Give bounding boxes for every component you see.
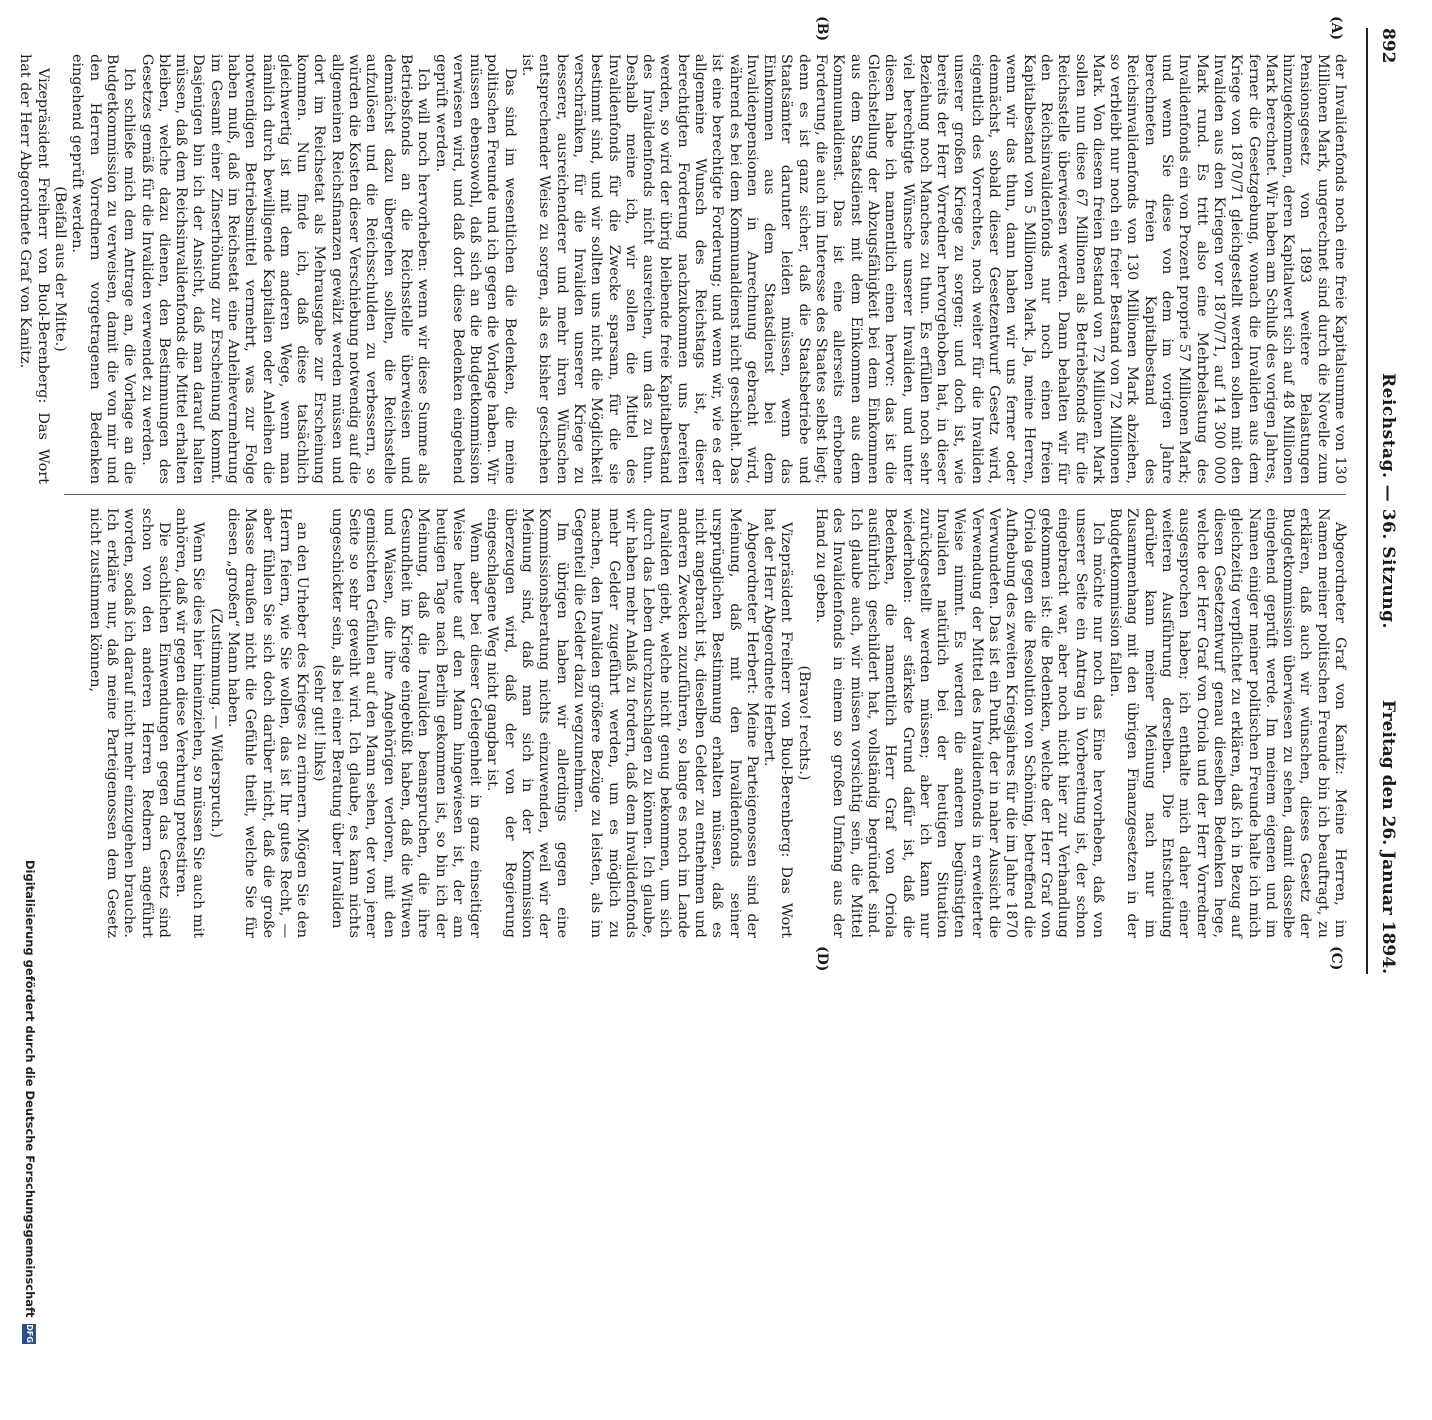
stage-direction: (Beifall aus der Mitte.) [52, 186, 69, 352]
text-column-left [17, 54, 1348, 484]
margin-mark-a: (A) [1328, 16, 1344, 41]
text-column-right [60, 508, 1348, 938]
margin-mark-b: (B) [814, 16, 830, 42]
margin-mark-d: (D) [814, 946, 830, 972]
paragraph: der Invalidenfonds noch eine freie Kapitalsumme von 130 Millionen Mark, ungerechnet sind durch die Novelle zum Pensionsgesetz von 1893 weitere Belastungen hinzugekommen, deren Kapitalwert sich auf 48 Millionen Mark berechnet. Wir haben am Schluß des vorigen Jahres, ferner die Gesetzgebung, wonach die Invaliden aus dem Kriege von 1870/71 gleichgestellt werden sollen mit den Invaliden aus den Kriegen vor 1870/71, auf 14 300 000 Mark rund. Es tritt also eine Mehrbelastung des Invalidenfonds ein von Prozent proprie 57 Millionen Mark; und wenn Sie diese von dem im vorigen Jahre berechneten freien Kapitalbestand des Reichsinvalidenfonds von 130 Millionen Mark abziehen, so verbleibt nur noch ein freier Bestand von 72 Millionen Mark. Von diesem freien Bestand von 72 Millionen Mark sollen nun diese 67 Millionen als Betriebsfonds für die Reichsstelle überwiesen werden. Dann behalten wir für den Reichsinvalidenfonds nur noch einen freien Kapitalbestand von 5 Millionen Mark. Ja, meine Herren, wenn wir das thun, dann haben wir uns ferner oder demnächst, sobald dieser Gesetzentwurf Gesetz wird, eigentlich des Vorrechtes, noch weiter für die Invaliden unserer großen Kriege zu sorgen; und doch ist, wie bereits der Herr Vorredner hervorgehoben hat, in dieser Beziehung noch Manches zu thun. Es erfüllen noch sehr viel berechtigte Wünsche unserer Invaliden, und unter diesen habe ich namentlich einen hervor: das ist die Gleichstellung der Abzugsfähigkeit bei dem Einkommen aus dem Staatsdienst mit dem Einkommen aus dem Kommunaldienst. Das ist eine allerseits erhobene Forderung, die auch im Interesse des Staates selbst liegt; denn es ist ganz sicher, daß die Staatsbetriebe und Staatsämter darunter leiden müssen, wenn das Einkommen aus dem Staatsdienst bei dem Invalidenpensionen in Anrechnung gebracht wird, während es bei dem Kommunaldienst nicht geschieht. Das ist eine berechtigte Forderung; und wenn wir, wie es der allgemeine Wunsch des Reichstags ist, dieser berechtigten Forderung nachzukommen uns bereiten werden, so wird der übrig bleibende freie Kapitalbestand des Invalidenfonds nicht ausreichen, um das zu thun. Deshalb meine ich, wir sollen die Mittel des Invalidenfonds für die Zwecke sparsam, für die sie bestimmt sind, und wir sollten uns nicht die Möglichkeit verschränken, für die Invaliden unserer Kriege zu besserer, ausreichenderer und mehr ihren Wünschen entsprechender Weise zu sorgen, als es bisher geschehen ist. [519, 54, 1348, 484]
margin-mark-c: (C) [1328, 946, 1344, 971]
paragraph: Wenn aber bei dieser Gelegenheit in ganz einseitiger Weise heute auf den Mann hingewiesen ist, der am heutigen Tage nach Berlin gekommen ist, so bin ich der Meinung, daß die Invaliden beanspruchen, die ihre Gesundheit im Kriege eingebüßt haben, daß die Witwen und Waisen, die ihre Angehörigen verloren, mit den gemischten Gefühlen auf den Mann sehen, der von jener Seite so sehr geweiht wird. Ich glaube, es kann nichts ungeschickter sein, als bei einer Beratung über Invaliden [328, 508, 484, 938]
paragraph: Abgeordneter Herbert: Meine Parteigenossen sind der Meinung, daß mit den Invalidenfonds seiner ursprünglichen Bestimmung erhalten müssen, daß es nicht angebracht ist, dieselben Gelder zu entnehmen und anderen Zwecken zuzuführen, so lange es noch im Lande Invaliden giebt, welche nicht genug bekommen, um sich durch das Leben durchzuschlagen zu können. Ich glaube, wir haben mehr Anlaß zu fordern, daß dem Invalidenfonds mehr Gelder zugeführt werden, um es möglich zu machen, den Invaliden größere Bezüge zu leisten, als im Gegenteil die Gelder dazu wegzunehmen. [570, 508, 760, 938]
running-title: Reichstag. — 36. Sitzung. [1378, 373, 1398, 629]
stage-direction: (Bravo! rechts.) [795, 665, 812, 781]
column-divider [64, 494, 1346, 495]
paragraph: Abgeordneter Graf von Kanitz: Meine Herren, im Namen meiner politischen Freunde bin ich beauftragt, zu erklären, daß auch wir wünschen, dieses Gesetz der Budgetkommission überwiesen zu sehen, damit dasselbe eingehend geprüft werde. Im meinem eigenen und im Namen einiger meiner politischen Freunde halte ich mich gleichzeitig verpflichtet zu erklären, daß ich in Bezug auf diesen Gesetzentwurf genau dieselben Bedenken hege, welche der Herr Graf von Oriola und der Herr Vorredner ausgesprochen haben; ich enthalte mich daher einer weiteren Ausführung derselben. Die Entscheidung darüber kann meiner Meinung nach nur im Zusammenhang mit den übrigen Finanzgesetzen in der Budgetkommission fallen. [1107, 508, 1348, 938]
paragraph: Ich will noch hervorheben: wenn wir diese Summe als Betriebsfonds an die Reichsstelle überweisen und demnächst dazu übergehen sollten, die Reichsstelle aufzulösen und die Reichsschulden zu verbessern, so würden die Kosten dieser Verschiebung notwendig auf die allgemeinen Reichsfinanzen gewälzt werden müssen und dort im Reichsetat als Mehrausgabe zur Erscheinung kommen. Nun finde ich, daß diese tatsächlich gleichwertig ist mit dem anderen Wege, wenn man nämlich durch bewilligende Kapitalien oder Anleihen die notwendigen Betriebsmittel vermehrt, was zur Folge haben muß, daß im Reichsetat eine Anleihevermehrung im Gesamt einer Zinserhöhung zur Erscheinung kommt. Dasjenigen bin ich der Ansicht, daß man darauf halten müssen, daß dem Reichsinvalidenfonds die Mittel erhalten bleiben, welche dazu dienen, den Bestimmungen des Gesetzes gemäß für die Invaliden verwendet zu werden. [138, 54, 432, 484]
paragraph: Ich schließe mich dem Antrage an, die Vorlage an die Budgetkommission zu verweisen, damit die von mir und den Herren Vorrednern vorgetragenen Bedenken eingehend geprüft werden. [69, 54, 138, 484]
paragraph: Vizepräsident Freiherr von Buol-Berenberg: Das Wort hat der Herr Abgeordnete Herbert. [761, 508, 795, 938]
page-header [1360, 28, 1402, 974]
paragraph: Im übrigen haben wir allerdings gegen eine Kommissionsberatung nichts einzuwenden, weil wir der Meinung sind, daß man sich in der Kommission überzeugen wird, daß der von der Regierung eingeschlagene Weg nicht gangbar ist. [484, 508, 570, 938]
page-number: 892 [1378, 28, 1398, 64]
digitization-credit [19, 860, 37, 1420]
paragraph: Die sachlichen Einwendungen gegen das Gesetz sind schon von den anderen Herren Rednern angeführt worden, sodaß ich darauf nicht mehr einzugehen brauche. Ich erkläre nur, daß meine Parteigenossen dem Gesetz nicht zustimmen können, [86, 508, 172, 938]
stage-direction: (sehr gut! links) [311, 664, 328, 782]
header-rule [1366, 28, 1368, 974]
credit-text: Digitalisierung gefördert durch die Deutsche Forschungsgemeinschaft [23, 860, 37, 1318]
paragraph: Wenn Sie dies hier hineinziehen, so müssen Sie auch mit anhören, daß wir gegen diese Verehrung protestiren. [173, 508, 207, 938]
paragraph: Vizepräsident Freiherr von Buol-Berenberg: Das Wort hat der Herr Abgeordnete Graf von Kanitz. [17, 54, 51, 484]
session-date: Freitag den 26. Januar 1894. [1378, 699, 1398, 974]
stage-direction: (Zustimmung. — Widerspruch.) [207, 608, 224, 838]
paragraph: an den Urheber des Krieges zu erinnern. Mögen Sie den Herrn feiern, wie Sie wollen, das ist Ihr gutes Recht, — aber fühlen Sie sich doch darüber nicht, daß die große Masse draußen nicht die Gefühle theilt, welche Sie für diesen „großen“ Mann haben. [225, 508, 311, 938]
dfg-logo: DFG [23, 1324, 37, 1344]
paragraph: Ich möchte nur noch das Eine hervorheben, daß von unserer Seite ein Antrag in Vorbereitung ist, der schon eingebracht war, aber noch nicht hier zur Verhandlung gekommen ist: die Bedenken, welche der Herr Graf von Oriola gegen die Resolution von Schöning, betreffend die Aufhebung des zweiten Kriegsjahres für die im Jahre 1870 Verwundeten. Das ist ein Punkt, der in naher Aussicht die Verwendung der Mittel des Invalidenfonds in erweiterter Weise nimmt. Es werden die anderen begünstigten Invaliden natürlich bei der heutigen Situation zurückgestellt werden müssen; aber ich kann nur wiederholen: der stärkste Grund dafür ist, daß die Bedenken, die namentlich Herr Graf von Oriola ausführlich geschildert hat, vollständig begründet sind. Ich glaube auch, wir müssen vorsichtig sein, die Mittel des Invalidenfonds in einem so großen Umfang aus der Hand zu geben. [813, 508, 1106, 938]
paragraph: Das sind im wesentlichen die Bedenken, die meine politischen Freunde und ich gegen die Vorlage haben. Wir müssen ebensowohl, daß sich an die Budgetkommission verwiesen wird, und daß dort diese Bedenken eingehend geprüft werden. [432, 54, 518, 484]
